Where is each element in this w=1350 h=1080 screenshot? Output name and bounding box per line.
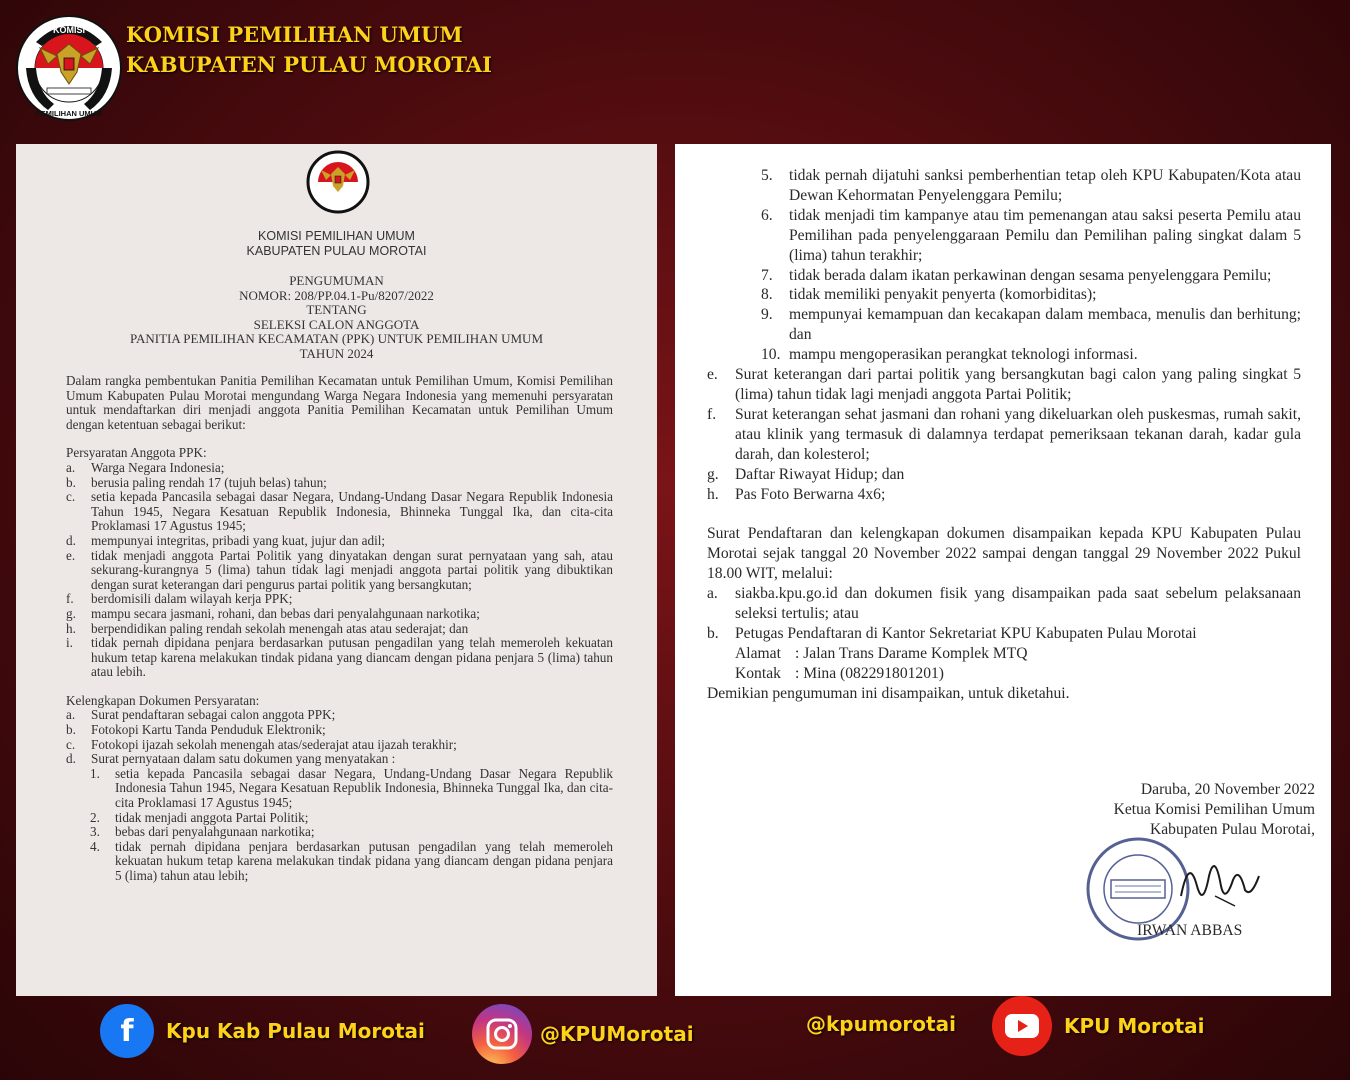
list-marker: g.: [66, 605, 76, 621]
contact-label: Kontak: [735, 664, 781, 682]
list-item: [707, 624, 1301, 644]
youtube-icon: [992, 996, 1052, 1056]
list-text: setia kepada Pancasila sebagai dasar Negara, Undang-Undang Dasar Negara Republik Indonesia Tahun 1945, Negara Kesatuan Republik Indonesia, Bhinneka Tunggal Ika, dan cita-cita Proklamasi 17 Agustus 1945;: [91, 489, 613, 534]
signature-block: [1055, 780, 1315, 840]
sign-title-2: Kabupaten Pulau Morotai,: [1150, 821, 1315, 838]
list-marker: c.: [66, 489, 76, 505]
signature-scribble: [1175, 846, 1265, 916]
tiktok-link[interactable]: [806, 1012, 956, 1036]
list-item: [90, 825, 613, 840]
list-text: berdomisili dalam wilayah kerja PPK;: [91, 591, 293, 607]
list-marker: f.: [66, 591, 74, 607]
list-text: bebas dari penyalahgunaan narkotika;: [115, 824, 315, 840]
header-title: [126, 20, 492, 80]
announcement-line: TENTANG: [306, 302, 367, 318]
list-text: Petugas Pendaftaran di Kantor Sekretariat KPU Kabupaten Pulau Morotai: [735, 624, 1197, 642]
announcement-line: PANITIA PEMILIHAN KECAMATAN (PPK) UNTUK PEMILIHAN UMUM: [129, 331, 544, 347]
header-title-line2: KABUPATEN PULAU MOROTAI: [126, 52, 492, 77]
logo-ring-top: KOMISI: [52, 25, 86, 35]
document-body-left: [66, 374, 613, 884]
list-text: Pas Foto Berwarna 4x6;: [735, 485, 886, 503]
list-marker: a.: [707, 585, 718, 603]
document-page-1: [16, 144, 657, 996]
list-text: mampu secara jasmani, rohani, dan bebas dari penyalahgunaan narkotika;: [91, 605, 480, 621]
list-item: [66, 708, 613, 723]
list-text: tidak memiliki penyakit penyerta (komorbiditas);: [789, 286, 1097, 304]
social-footer: [0, 996, 1350, 1080]
list-text: tidak menjadi tim kampanye atau tim pemenangan atau saksi peserta Pemilu atau Pemilihan pada penyelenggaraan Pemilu dan Pemilihan paling singkat dalam 5 (lima) tahun terakhir;: [789, 206, 1301, 264]
list-item: [66, 490, 613, 534]
list-item: [707, 485, 1301, 505]
instagram-label: @KPUMorotai: [540, 1022, 694, 1046]
facebook-link[interactable]: [100, 1004, 425, 1058]
document-kpu-logo: [306, 148, 370, 220]
list-marker: 1.: [90, 765, 100, 781]
address-line: [707, 644, 1301, 664]
list-item: [66, 723, 613, 738]
letterhead-line2: KABUPATEN PULAU MOROTAI: [246, 244, 427, 258]
announcement-line: PENGUMUMAN: [289, 273, 384, 288]
list-marker: b.: [66, 722, 76, 738]
facebook-label: Kpu Kab Pulau Morotai: [166, 1019, 425, 1043]
list-item: [66, 461, 613, 476]
announcement-number: NOMOR: 208/PP.04.1-Pu/8207/2022: [239, 287, 434, 303]
list-marker: f.: [707, 405, 717, 423]
list-item: [66, 549, 613, 593]
list-item: [761, 345, 1301, 365]
list-text: Surat pernyataan dalam satu dokumen yang menyatakan :: [91, 751, 396, 767]
list-item: [66, 636, 613, 680]
list-item: [66, 592, 613, 607]
requirements-title: Persyaratan Anggota PPK:: [66, 445, 207, 461]
list-item: [90, 840, 613, 884]
address-value: : Jalan Trans Darame Komplek MTQ: [795, 644, 1028, 662]
list-marker: d.: [66, 751, 76, 767]
submission-paragraph: Surat Pendaftaran dan kelengkapan dokumen disampaikan kepada KPU Kabupaten Pulau Morotai sejak tanggal 20 November 2022 sampai dengan tanggal 29 November 2022 Pukul 18.00 WIT, melalui:: [707, 525, 1301, 583]
list-text: tidak berada dalam ikatan perkawinan dengan sesama penyelenggara Pemilu;: [789, 266, 1272, 284]
document-body-right: [707, 166, 1301, 704]
list-marker: a.: [66, 459, 76, 475]
list-marker: d.: [66, 532, 76, 548]
list-text: setia kepada Pancasila sebagai dasar Negara, Undang-Undang Dasar Negara Republik Indonesia Tahun 1945, Negara Kesatuan Republik Indonesia, Bhinneka Tunggal Ika, dan cita-cita Proklamasi 17 Agustus 1945;: [115, 765, 613, 811]
list-text: berpendidikan paling rendah sekolah menengah atas atau sederajat; dan: [91, 620, 469, 636]
list-text: tidak menjadi anggota Partai Politik;: [115, 809, 309, 825]
list-item: [66, 607, 613, 622]
list-text: mempunyai integritas, pribadi yang kuat, jujur dan adil;: [91, 532, 386, 548]
list-text: Surat keterangan sehat jasmani dan rohani yang dikeluarkan oleh puskesmas, rumah sakit, atau klinik yang termasuk di dalamnya terdapat pemeriksaan tekanan darah, kadar gula darah, dan kolesterol;: [735, 405, 1301, 463]
list-marker: 9.: [761, 306, 773, 324]
list-item: [90, 767, 613, 811]
logo-ring-bottom: PEMILIHAN UMUM: [35, 109, 103, 118]
facebook-icon: f: [100, 1004, 154, 1058]
list-text: Surat pendaftaran sebagai calon anggota PPK;: [91, 707, 336, 723]
statements-list-continued: [707, 166, 1301, 365]
list-marker: 3.: [90, 824, 100, 840]
list-marker: 6.: [761, 206, 773, 224]
documents-list: [66, 708, 613, 766]
document-page-2: [675, 144, 1331, 996]
list-item: [761, 166, 1301, 206]
header-title-line1: KOMISI PEMILIHAN UMUM: [126, 22, 463, 47]
list-marker: e.: [707, 366, 718, 384]
list-marker: 7.: [761, 266, 773, 284]
list-marker: h.: [707, 485, 719, 503]
list-marker: 2.: [90, 809, 100, 825]
instagram-link[interactable]: [472, 1004, 694, 1064]
list-item: [66, 738, 613, 753]
announcement-line: TAHUN 2024: [299, 345, 374, 361]
list-item: [66, 476, 613, 491]
list-marker: a.: [66, 707, 76, 723]
intro-paragraph: Dalam rangka pembentukan Panitia Pemilihan Kecamatan untuk Pemilihan Umum, Komisi Pemilihan Umum Kabupaten Pulau Morotai mengundang Warga Negara Indonesia yang memenuhi persyaratan untuk mendaftarkan diri menjadi anggota Panitia Pemilihan Kecamatan untuk Pemilihan Umum dengan ketentuan sebagai berikut:: [66, 373, 613, 432]
statements-list: [66, 767, 613, 884]
submission-channels: [707, 584, 1301, 644]
header: [0, 0, 1350, 130]
contact-value: : Mina (082291801201): [795, 664, 944, 682]
list-text: tidak pernah dipidana penjara berdasarkan putusan pengadilan yang telah memeroleh kekuatan hukum tetap karena melakukan tindak pidana yang diancam dengan pidana penjara 5 (lima) tahun atau lebih.: [91, 635, 613, 680]
kpu-logo: [14, 12, 124, 124]
list-item: [66, 622, 613, 637]
list-text: mempunyai kemampuan dan kecakapan dalam membaca, menulis dan berhitung; dan: [789, 306, 1301, 344]
list-text: tidak pernah dijatuhi sanksi pemberhentian tetap oleh KPU Kabupaten/Kota atau Dewan Kehormatan Penyelenggara Pemilu;: [789, 167, 1301, 204]
list-marker: 4.: [90, 838, 100, 854]
document-letterhead: [16, 229, 657, 259]
documents-title: Kelengkapan Dokumen Persyaratan:: [66, 692, 260, 708]
place-date: Daruba, 20 November 2022: [1140, 781, 1315, 798]
list-text: Daftar Riwayat Hidup; dan: [735, 465, 905, 483]
list-text: Fotokopi Kartu Tanda Penduduk Elektronik;: [91, 722, 326, 738]
list-marker: b.: [707, 624, 719, 642]
youtube-link[interactable]: [992, 996, 1205, 1056]
list-text: Warga Negara Indonesia;: [91, 459, 225, 475]
signer-name: IRWAN ABBAS: [1137, 922, 1243, 939]
announcement-heading: [16, 274, 657, 362]
list-text: tidak pernah dipidana penjara berdasarkan putusan pengadilan yang telah memeroleh kekuatan hukum tetap karena melakukan tindak pidana yang diancam dengan pidana penjara 5 (lima) tahun atau lebih;: [115, 838, 613, 883]
tiktok-label: @kpumorotai: [806, 1012, 956, 1036]
list-item: [707, 584, 1301, 624]
list-item: [66, 752, 613, 767]
list-text: berusia paling rendah 17 (tujuh belas) tahun;: [91, 474, 327, 490]
list-marker: h.: [66, 620, 76, 636]
list-marker: b.: [66, 474, 76, 490]
contact-line: [707, 664, 1301, 684]
list-marker: 10.: [761, 346, 781, 364]
list-item: [707, 365, 1301, 405]
sign-title-1: Ketua Komisi Pemilihan Umum: [1113, 801, 1315, 818]
list-item: [90, 811, 613, 826]
list-marker: c.: [66, 736, 76, 752]
list-text: Fotokopi ijazah sekolah menengah atas/sederajat atau ijazah terakhir;: [91, 736, 457, 752]
list-item: [761, 305, 1301, 345]
list-item: [707, 405, 1301, 465]
closing-line: Demikian pengumuman ini disampaikan, untuk diketahui.: [707, 684, 1070, 702]
list-item: [761, 206, 1301, 266]
list-text: tidak menjadi anggota Partai Politik yang dinyatakan dengan surat pernyataan yang sah, atau sekurang-kurangnya 5 (lima) tahun tidak lagi menjadi anggota partai politik yang dibuktikan dengan surat keterangan dari pengurus partai politik yang bersangkutan;: [91, 547, 613, 592]
youtube-label: KPU Morotai: [1064, 1014, 1205, 1038]
requirements-list: [66, 461, 613, 680]
letterhead-line1: KOMISI PEMILIHAN UMUM: [258, 229, 415, 243]
announcement-line: SELEKSI CALON ANGGOTA: [253, 316, 420, 332]
documents-list-continued: [707, 365, 1301, 504]
list-item: [66, 534, 613, 549]
list-item: [707, 465, 1301, 485]
list-marker: e.: [66, 547, 76, 563]
list-item: [761, 266, 1301, 286]
list-item: [761, 285, 1301, 305]
instagram-icon: [472, 1004, 532, 1064]
list-text: siakba.kpu.go.id dan dokumen fisik yang disampaikan pada saat sebelum pelaksanaan seleksi tertulis; atau: [735, 585, 1301, 623]
list-marker: 5.: [761, 167, 773, 184]
list-text: mampu mengoperasikan perangkat teknologi informasi.: [789, 346, 1138, 364]
list-marker: g.: [707, 465, 719, 483]
list-marker: i.: [66, 635, 73, 651]
list-marker: 8.: [761, 286, 773, 304]
address-label: Alamat: [735, 644, 781, 662]
list-text: Surat keterangan dari partai politik yang bersangkutan bagi calon yang paling singkat 5 (lima) tahun tidak lagi menjadi anggota Partai Politik;: [735, 366, 1301, 403]
